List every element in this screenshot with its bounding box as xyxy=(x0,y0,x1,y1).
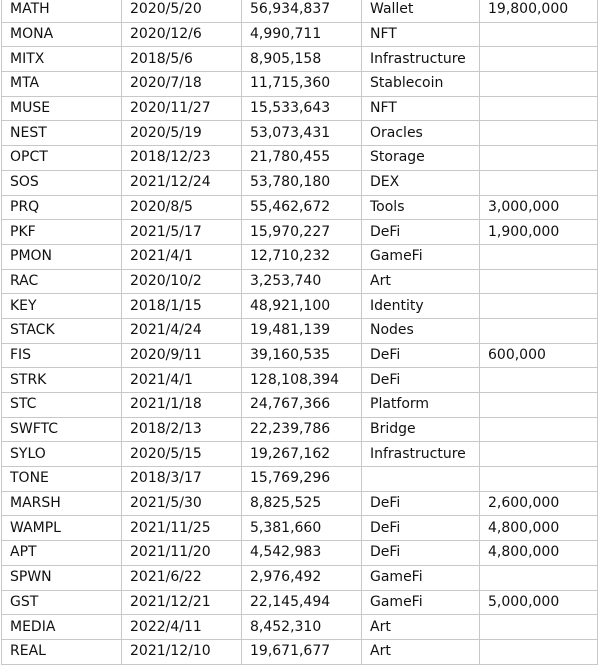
amount-cell[interactable]: 19,671,677 xyxy=(242,639,362,664)
extra-amount-cell[interactable]: 600,000 xyxy=(480,343,598,368)
date-cell[interactable]: 2018/12/23 xyxy=(122,146,242,171)
amount-cell[interactable]: 22,145,494 xyxy=(242,590,362,615)
amount-cell[interactable]: 8,825,525 xyxy=(242,491,362,516)
table-row xyxy=(2,343,598,368)
extra-amount-cell[interactable] xyxy=(480,565,598,590)
table-row xyxy=(2,467,598,492)
extra-amount-cell[interactable] xyxy=(480,368,598,393)
amount-cell[interactable]: 56,934,837 xyxy=(242,0,362,22)
symbol-cell[interactable]: PMON xyxy=(2,244,122,269)
category-cell[interactable]: Platform xyxy=(362,393,480,418)
table-row xyxy=(2,0,598,22)
extra-amount-cell[interactable] xyxy=(480,467,598,492)
table-body xyxy=(2,0,598,664)
symbol-cell[interactable]: MATH xyxy=(2,0,122,22)
symbol-cell[interactable]: RAC xyxy=(2,269,122,294)
symbol-cell[interactable]: TONE xyxy=(2,467,122,492)
category-cell[interactable]: Storage xyxy=(362,146,480,171)
category-cell[interactable]: Tools xyxy=(362,195,480,220)
amount-cell[interactable]: 53,780,180 xyxy=(242,170,362,195)
extra-amount-cell[interactable] xyxy=(480,170,598,195)
table-row xyxy=(2,590,598,615)
date-cell[interactable]: 2021/12/21 xyxy=(122,590,242,615)
date-cell[interactable]: 2021/6/22 xyxy=(122,565,242,590)
date-cell[interactable]: 2021/4/1 xyxy=(122,368,242,393)
table-row xyxy=(2,96,598,121)
extra-amount-cell[interactable]: 4,800,000 xyxy=(480,541,598,566)
symbol-cell[interactable]: SOS xyxy=(2,170,122,195)
symbol-cell[interactable]: MITX xyxy=(2,47,122,72)
symbol-cell[interactable]: APT xyxy=(2,541,122,566)
amount-cell[interactable]: 4,990,711 xyxy=(242,22,362,47)
date-cell[interactable]: 2021/11/25 xyxy=(122,516,242,541)
table-row xyxy=(2,170,598,195)
symbol-cell[interactable]: SPWN xyxy=(2,565,122,590)
date-cell[interactable]: 2021/12/10 xyxy=(122,639,242,664)
symbol-cell[interactable]: PRQ xyxy=(2,195,122,220)
extra-amount-cell[interactable]: 4,800,000 xyxy=(480,516,598,541)
symbol-cell[interactable]: FIS xyxy=(2,343,122,368)
symbol-cell[interactable]: MUSE xyxy=(2,96,122,121)
amount-cell[interactable]: 11,715,360 xyxy=(242,72,362,97)
category-cell[interactable]: Art xyxy=(362,639,480,664)
category-cell[interactable]: GameFi xyxy=(362,244,480,269)
category-cell[interactable]: Nodes xyxy=(362,318,480,343)
date-cell[interactable]: 2021/4/1 xyxy=(122,244,242,269)
extra-amount-cell[interactable] xyxy=(480,639,598,664)
symbol-cell[interactable]: KEY xyxy=(2,294,122,319)
amount-cell[interactable]: 55,462,672 xyxy=(242,195,362,220)
category-cell[interactable]: Bridge xyxy=(362,417,480,442)
date-cell[interactable]: 2018/3/17 xyxy=(122,467,242,492)
category-cell[interactable]: Wallet xyxy=(362,0,480,22)
category-cell[interactable]: GameFi xyxy=(362,590,480,615)
amount-cell[interactable]: 12,710,232 xyxy=(242,244,362,269)
date-cell[interactable]: 2018/2/13 xyxy=(122,417,242,442)
extra-amount-cell[interactable] xyxy=(480,72,598,97)
extra-amount-cell[interactable] xyxy=(480,269,598,294)
extra-amount-cell[interactable] xyxy=(480,121,598,146)
amount-cell[interactable]: 53,073,431 xyxy=(242,121,362,146)
extra-amount-cell[interactable] xyxy=(480,47,598,72)
amount-cell[interactable]: 15,533,643 xyxy=(242,96,362,121)
date-cell[interactable]: 2020/5/20 xyxy=(122,0,242,22)
category-cell[interactable]: DeFi xyxy=(362,220,480,245)
date-cell[interactable]: 2020/12/6 xyxy=(122,22,242,47)
extra-amount-cell[interactable] xyxy=(480,294,598,319)
symbol-cell[interactable]: SWFTC xyxy=(2,417,122,442)
symbol-cell[interactable]: REAL xyxy=(2,639,122,664)
extra-amount-cell[interactable] xyxy=(480,417,598,442)
symbol-cell[interactable]: STACK xyxy=(2,318,122,343)
category-cell[interactable]: DeFi xyxy=(362,368,480,393)
date-cell[interactable]: 2020/5/19 xyxy=(122,121,242,146)
amount-cell[interactable]: 15,970,227 xyxy=(242,220,362,245)
table-row xyxy=(2,269,598,294)
date-cell[interactable]: 2018/1/15 xyxy=(122,294,242,319)
table-row xyxy=(2,417,598,442)
symbol-cell[interactable]: MARSH xyxy=(2,491,122,516)
amount-cell[interactable]: 22,239,786 xyxy=(242,417,362,442)
table-row xyxy=(2,72,598,97)
symbol-cell[interactable]: STC xyxy=(2,393,122,418)
extra-amount-cell[interactable] xyxy=(480,318,598,343)
symbol-cell[interactable]: PKF xyxy=(2,220,122,245)
table-row xyxy=(2,220,598,245)
date-cell[interactable]: 2021/4/24 xyxy=(122,318,242,343)
table-row xyxy=(2,244,598,269)
amount-cell[interactable]: 3,253,740 xyxy=(242,269,362,294)
symbol-cell[interactable]: MTA xyxy=(2,72,122,97)
extra-amount-cell[interactable]: 19,800,000 xyxy=(480,0,598,22)
extra-amount-cell[interactable] xyxy=(480,393,598,418)
amount-cell[interactable]: 2,976,492 xyxy=(242,565,362,590)
table-row xyxy=(2,393,598,418)
extra-amount-cell[interactable]: 1,900,000 xyxy=(480,220,598,245)
symbol-cell[interactable]: GST xyxy=(2,590,122,615)
category-cell[interactable]: NFT xyxy=(362,22,480,47)
extra-amount-cell[interactable] xyxy=(480,615,598,640)
extra-amount-cell[interactable]: 3,000,000 xyxy=(480,195,598,220)
extra-amount-cell[interactable]: 2,600,000 xyxy=(480,491,598,516)
date-cell[interactable]: 2020/8/5 xyxy=(122,195,242,220)
extra-amount-cell[interactable] xyxy=(480,244,598,269)
symbol-cell[interactable]: OPCT xyxy=(2,146,122,171)
symbol-cell[interactable]: MONA xyxy=(2,22,122,47)
date-cell[interactable]: 2018/5/6 xyxy=(122,47,242,72)
amount-cell[interactable]: 15,769,296 xyxy=(242,467,362,492)
amount-cell[interactable]: 8,905,158 xyxy=(242,47,362,72)
date-cell[interactable]: 2020/7/18 xyxy=(122,72,242,97)
category-cell[interactable]: Infrastructure xyxy=(362,47,480,72)
category-cell[interactable]: Stablecoin xyxy=(362,72,480,97)
table-row xyxy=(2,565,598,590)
category-cell[interactable]: DeFi xyxy=(362,516,480,541)
table-row xyxy=(2,516,598,541)
symbol-cell[interactable]: MEDIA xyxy=(2,615,122,640)
table-row xyxy=(2,195,598,220)
symbol-cell[interactable]: WAMPL xyxy=(2,516,122,541)
table-row xyxy=(2,368,598,393)
category-cell[interactable]: DeFi xyxy=(362,541,480,566)
date-cell[interactable]: 2021/1/18 xyxy=(122,393,242,418)
table-row xyxy=(2,491,598,516)
extra-amount-cell[interactable] xyxy=(480,442,598,467)
symbol-cell[interactable]: NEST xyxy=(2,121,122,146)
symbol-cell[interactable]: SYLO xyxy=(2,442,122,467)
table-row xyxy=(2,146,598,171)
category-cell[interactable] xyxy=(362,467,480,492)
category-cell[interactable]: GameFi xyxy=(362,565,480,590)
extra-amount-cell[interactable] xyxy=(480,22,598,47)
table-row xyxy=(2,22,598,47)
table-row xyxy=(2,615,598,640)
amount-cell[interactable]: 19,267,162 xyxy=(242,442,362,467)
category-cell[interactable]: Art xyxy=(362,615,480,640)
table-row xyxy=(2,639,598,664)
category-cell[interactable]: Identity xyxy=(362,294,480,319)
table-row xyxy=(2,121,598,146)
amount-cell[interactable]: 39,160,535 xyxy=(242,343,362,368)
date-cell[interactable]: 2021/5/17 xyxy=(122,220,242,245)
date-cell[interactable]: 2020/9/11 xyxy=(122,343,242,368)
symbol-cell[interactable]: STRK xyxy=(2,368,122,393)
category-cell[interactable]: Oracles xyxy=(362,121,480,146)
category-cell[interactable]: NFT xyxy=(362,96,480,121)
category-cell[interactable]: DEX xyxy=(362,170,480,195)
date-cell[interactable]: 2021/11/20 xyxy=(122,541,242,566)
category-cell[interactable]: Art xyxy=(362,269,480,294)
table-row xyxy=(2,541,598,566)
amount-cell[interactable]: 19,481,139 xyxy=(242,318,362,343)
amount-cell[interactable]: 128,108,394 xyxy=(242,368,362,393)
amount-cell[interactable]: 5,381,660 xyxy=(242,516,362,541)
date-cell[interactable]: 2020/5/15 xyxy=(122,442,242,467)
amount-cell[interactable]: 21,780,455 xyxy=(242,146,362,171)
category-cell[interactable]: DeFi xyxy=(362,491,480,516)
amount-cell[interactable]: 24,767,366 xyxy=(242,393,362,418)
date-cell[interactable]: 2021/12/24 xyxy=(122,170,242,195)
amount-cell[interactable]: 8,452,310 xyxy=(242,615,362,640)
category-cell[interactable]: DeFi xyxy=(362,343,480,368)
table-row xyxy=(2,318,598,343)
extra-amount-cell[interactable] xyxy=(480,146,598,171)
data-table xyxy=(1,0,598,665)
date-cell[interactable]: 2021/5/30 xyxy=(122,491,242,516)
table-row xyxy=(2,47,598,72)
date-cell[interactable]: 2020/10/2 xyxy=(122,269,242,294)
extra-amount-cell[interactable]: 5,000,000 xyxy=(480,590,598,615)
date-cell[interactable]: 2022/4/11 xyxy=(122,615,242,640)
amount-cell[interactable]: 48,921,100 xyxy=(242,294,362,319)
category-cell[interactable]: Infrastructure xyxy=(362,442,480,467)
date-cell[interactable]: 2020/11/27 xyxy=(122,96,242,121)
extra-amount-cell[interactable] xyxy=(480,96,598,121)
table-row xyxy=(2,294,598,319)
amount-cell[interactable]: 4,542,983 xyxy=(242,541,362,566)
table-row xyxy=(2,442,598,467)
